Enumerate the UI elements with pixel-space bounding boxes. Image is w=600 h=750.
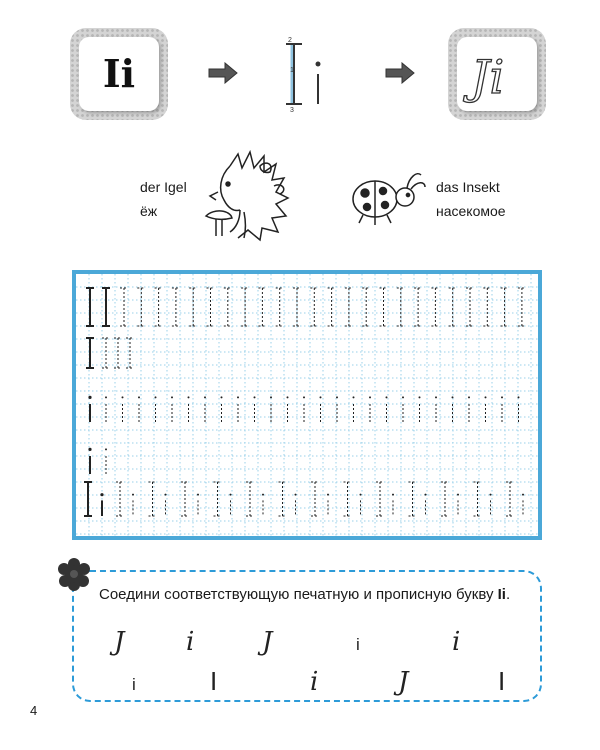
grid-row-5-trace-letter [246, 482, 254, 516]
grid-row-3-trace-letter-dot [419, 396, 421, 398]
grid-row-5-model-letter [84, 482, 92, 516]
grid-row-1-trace-letter [310, 288, 318, 326]
grid-row-3-trace-letter-dot [237, 396, 239, 398]
grid-row-1-trace-letter [224, 288, 232, 326]
writing-practice-grid [72, 270, 542, 540]
grid-row-3-trace-letter-dot [138, 396, 140, 398]
grid-row-3-trace-letter-dot [353, 396, 355, 398]
grid-row-5-trace-letter [311, 482, 319, 516]
grid-row-5-trace-letter-dot [230, 494, 232, 496]
grid-row-3-trace-letter-dot [122, 396, 124, 398]
grid-row-5-trace-letter [181, 482, 189, 516]
grid-row-3-trace-letter-dot [386, 396, 388, 398]
ladybug-illustration [345, 165, 430, 227]
grid-row-1-trace-letter [362, 288, 370, 326]
grid-row-5-trace-letter-dot [165, 494, 167, 496]
grid-row-5-trace-letter [279, 482, 287, 516]
grid-row-2-model-letter [86, 338, 94, 368]
grid-row-5-trace-letter-dot [522, 494, 524, 496]
grid-row-1-trace-letter [172, 288, 180, 326]
bottom-row-letter[interactable]: J [398, 667, 409, 697]
grid-row-1-trace-letter [414, 288, 422, 326]
grid-row-3-trace-letter-dot [303, 396, 305, 398]
german-word: das Insekt [436, 179, 500, 195]
grid-row-5-trace-letter-dot [490, 494, 492, 496]
grid-row-5-trace-letter [506, 482, 514, 516]
print-letter-tile [70, 28, 168, 120]
top-row-letter[interactable]: J [114, 627, 125, 657]
print-letter-tile-card [79, 37, 159, 111]
grid-row-1-trace-letter [120, 288, 128, 326]
grid-row-3-trace-letter-dot [254, 396, 256, 398]
bottom-row-letter[interactable]: I [210, 666, 218, 696]
grid-row-3-trace-letter-dot [435, 396, 437, 398]
grid-row-3-trace-letter-dot [452, 396, 454, 398]
top-row-letter[interactable]: J [262, 627, 273, 657]
grid-row-5-trace-letter-dot [327, 494, 329, 496]
grid-row-1-model-letter [102, 288, 110, 326]
grid-row-1-model-letter [86, 288, 94, 326]
cursive-letter-tile-card [457, 37, 537, 111]
top-row-letter[interactable]: i [356, 635, 360, 654]
grid-row-5-trace-letter-dot [457, 494, 459, 496]
grid-row-5-trace-letter-dot [197, 494, 199, 496]
grid-row-1-trace-letter [483, 288, 491, 326]
russian-word: насекомое [436, 203, 506, 219]
grid-row-3-trace-letter-dot [188, 396, 190, 398]
cursive-letter-tile [448, 28, 546, 120]
grid-row-5-trace-letter-dot [425, 494, 427, 496]
vocab-word-hedgehog [140, 175, 187, 223]
stroke-number: 1 [290, 67, 294, 74]
grid-row-3-trace-letter-dot [402, 396, 404, 398]
cursive-letter-drawing [457, 37, 537, 111]
grid-row-5-trace-letter [409, 482, 417, 516]
grid-row-1-trace-letter [258, 288, 266, 326]
grid-row-1-trace-letter [518, 288, 526, 326]
grid-row-3-trace-letter-dot [320, 396, 322, 398]
grid-row-3-trace-letter-dot [369, 396, 371, 398]
grid-row-3-trace-letter-dot [287, 396, 289, 398]
grid-row-3-trace-letter-dot [336, 396, 338, 398]
grid-row-3-trace-letter-dot [155, 396, 157, 398]
cursive-letter-text: Ji [471, 50, 505, 104]
bottom-row-letter[interactable]: i [310, 667, 319, 697]
grid-row-3-model-letter-dot [88, 396, 91, 399]
russian-word: ёж [140, 203, 158, 219]
bottom-row-letter[interactable]: I [498, 666, 506, 696]
task-instruction-text: Соедини соответствующую печатную и прописную букву [99, 586, 494, 603]
grid-row-2-trace-letter [126, 338, 134, 368]
grid-row-1-trace-letter [380, 288, 388, 326]
grid-row-4-model-letter-dot [88, 448, 91, 451]
matching-letters [74, 572, 540, 700]
grid-row-1-trace-letter [466, 288, 474, 326]
top-row-letter[interactable]: i [186, 627, 195, 657]
grid-row-5-trace-letter [376, 482, 384, 516]
grid-row-1-trace-letter [328, 288, 336, 326]
grid-row-3-trace-letter-dot [485, 396, 487, 398]
grid-row-3-trace-letter-dot [270, 396, 272, 398]
top-row-letter[interactable]: i [452, 627, 461, 657]
grid-row-2-trace-letter [102, 338, 110, 368]
grid-row-3-trace-letter-dot [105, 396, 107, 398]
stroke-order-diagram [282, 36, 332, 112]
german-word: der Igel [140, 179, 187, 195]
hedgehog-illustration [200, 146, 295, 246]
grid-row-3-trace-letter-dot [518, 396, 520, 398]
grid-row-5-trace-letter [344, 482, 352, 516]
grid-row-1-trace-letter [207, 288, 215, 326]
grid-row-5-trace-letter [474, 482, 482, 516]
writing-grid-canvas [76, 274, 538, 536]
bottom-row-letter[interactable]: i [132, 675, 136, 694]
grid-row-5-trace-letter-dot [360, 494, 362, 496]
grid-row-1-trace-letter [431, 288, 439, 326]
grid-row-5-trace-letter-dot [262, 494, 264, 496]
grid-row-1-trace-letter [276, 288, 284, 326]
arrow-right-icon [208, 62, 238, 84]
task-letter: Ii [497, 586, 506, 603]
grid-row-3-trace-letter-dot [468, 396, 470, 398]
grid-row-5-model-letter-dot [100, 493, 103, 496]
grid-row-3-trace-letter-dot [501, 396, 503, 398]
task-end: . [505, 586, 511, 603]
grid-row-3-trace-letter-dot [204, 396, 206, 398]
stroke-number: 2 [288, 37, 292, 44]
page-number: 4 [30, 703, 38, 718]
grid-row-5-trace-letter [149, 482, 157, 516]
matching-task-box [72, 570, 542, 702]
grid-row-5-trace-letter-dot [392, 494, 394, 496]
stroke-number: 3 [290, 107, 294, 112]
grid-row-5-trace-letter [441, 482, 449, 516]
arrow-right-icon [385, 62, 415, 84]
grid-row-5-trace-letter-dot [295, 494, 297, 496]
grid-row-3-trace-letter-dot [221, 396, 223, 398]
grid-row-1-trace-letter [155, 288, 163, 326]
grid-row-3-trace-letter-dot [171, 396, 173, 398]
print-letter-text: Ii [102, 51, 136, 96]
grid-row-5-trace-letter-dot [132, 494, 134, 496]
grid-row-5-trace-letter [116, 482, 124, 516]
vocab-word-insect [436, 175, 506, 223]
grid-row-5-trace-letter [214, 482, 222, 516]
flower-badge-icon [56, 556, 92, 592]
grid-row-4-trace-letter-dot [105, 448, 107, 450]
